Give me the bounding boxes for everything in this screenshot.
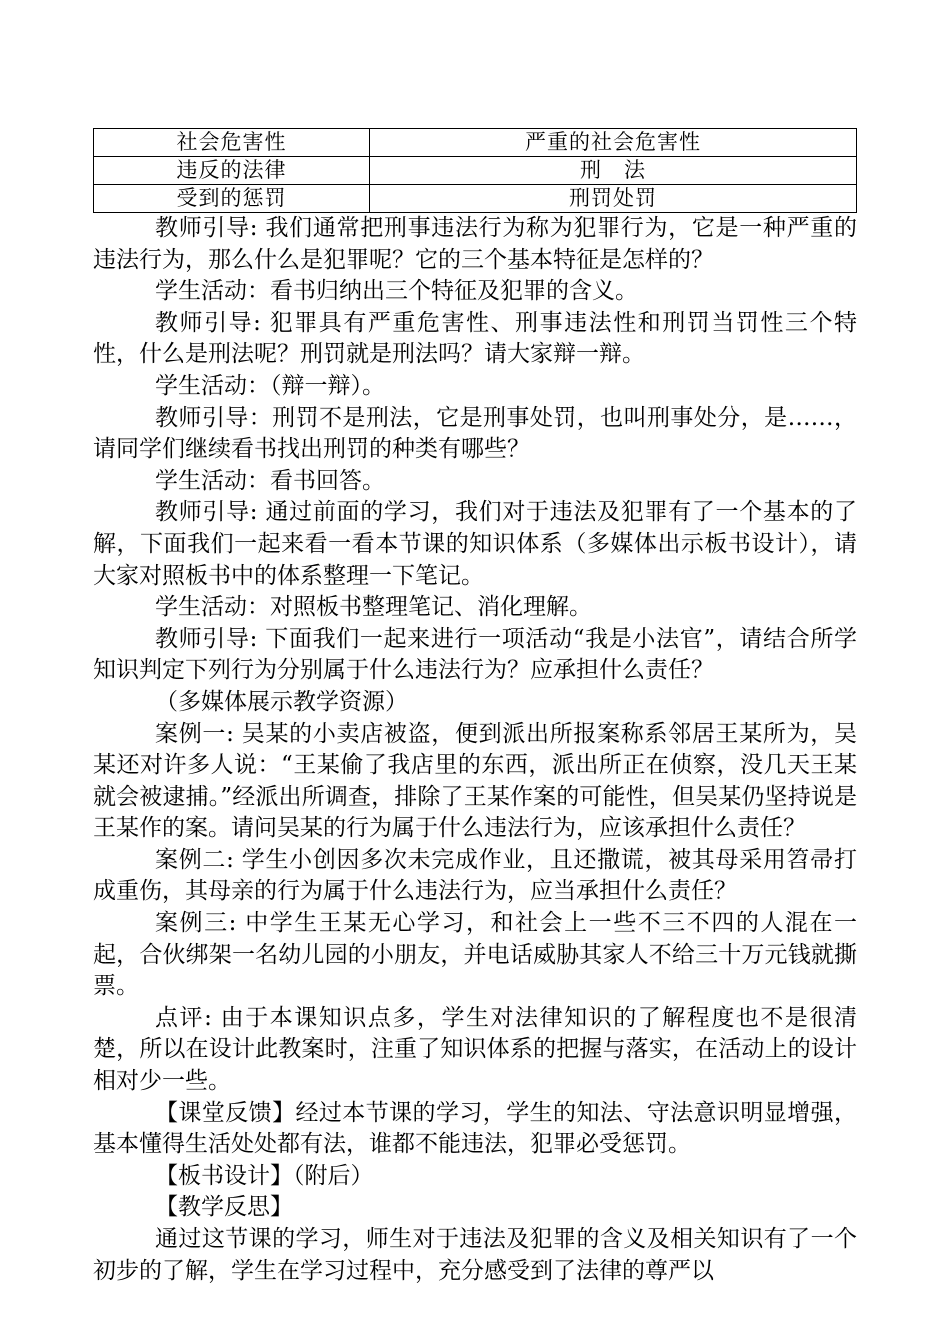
paragraph-case-1: 案例一: 吴某的小卖店被盗，便到派出所报案称系邻居王某所为，吴某还对许多人说：“王某偷了我店里的东西，派出所正在侦察，没几天王某就会被逮捕。”经派出所调查，排除了王某作案的可能性，但吴某仍坚持说是王某作的案。请问吴某的行为属于什么违法行为，应该承担什么责任？	[93, 720, 857, 842]
body-text	[93, 213, 857, 1287]
table-cell: 刑罚处罚	[370, 185, 857, 213]
paragraph-teaching-reflection-heading: 【教学反思】	[155, 1194, 293, 1221]
paragraph-case-3: 案例三: 中学生王某无心学习，和社会上一些不三不四的人混在一起，合伙绑架一名幼儿园的小朋友，并电话威胁其家人不给三十万元钱就撕票。	[93, 910, 857, 1000]
table-cell: 违反的法律	[94, 157, 370, 185]
paragraph-class-feedback: 【课堂反馈】经过本节课的学习，学生的知法、守法意识明显增强，基本懂得生活处处都有法，谁都不能违法，犯罪必受惩罚。	[93, 1099, 857, 1158]
paragraph-teacher-guide-4: 教师引导: 通过前面的学习，我们对于违法及犯罪有了一个基本的了解，下面我们一起来看一看本节课的知识体系（多媒体出示板书设计），请大家对照板书中的体系整理一下笔记。	[93, 499, 857, 589]
paragraph-student-activity-1: 学生活动：看书归纳出三个特征及犯罪的含义。	[155, 278, 638, 305]
paragraph-teacher-guide-2: 教师引导: 犯罪具有严重危害性、刑事违法性和刑罚当罚性三个特性，什么是刑法呢？刑罚就是刑法吗？请大家辩一辩。	[93, 309, 857, 368]
paragraph-teaching-reflection: 通过这节课的学习，师生对于违法及犯罪的含义及相关知识有了一个初步的了解，学生在学习过程中，充分感受到了法律的尊严以	[93, 1226, 857, 1284]
table-row	[94, 185, 857, 213]
paragraph-board-design: 【板书设计】（附后）	[155, 1162, 374, 1189]
table-cell: 严重的社会危害性	[370, 129, 857, 157]
table-row	[94, 157, 857, 185]
table-cell: 刑 法	[370, 157, 857, 185]
paragraph-teacher-guide-5: 教师引导: 下面我们一起来进行一项活动“我是小法官”，请结合所学知识判定下列行为分别属于什么违法行为？应承担什么责任？	[93, 625, 857, 684]
paragraph-multimedia-note: （多媒体展示教学资源）	[155, 688, 408, 715]
table-cell: 社会危害性	[94, 129, 370, 157]
paragraph-student-activity-4: 学生活动：对照板书整理笔记、消化理解。	[155, 594, 592, 621]
paragraph-teacher-guide-3: 教师引导：刑罚不是刑法，它是刑事处罚，也叫刑事处分，是……，请同学们继续看书找出刑罚的种类有哪些？	[93, 404, 857, 463]
paragraph-student-activity-3: 学生活动：看书回答。	[155, 467, 385, 494]
paragraph-teacher-guide-1: 教师引导: 我们通常把刑事违法行为称为犯罪行为，它是一种严重的违法行为，那么什么是犯罪呢？它的三个基本特征是怎样的？	[93, 215, 857, 273]
table-cell: 受到的惩罚	[94, 185, 370, 213]
paragraph-case-2: 案例二: 学生小创因多次未完成作业，且还撒谎，被其母采用笤帚打成重伤，其母亲的行为属于什么违法行为，应当承担什么责任？	[93, 846, 857, 905]
paragraph-commentary: 点评: 由于本课知识点多，学生对法律知识的了解程度也不是很清楚，所以在设计此教案时，注重了知识体系的把握与落实，在活动上的设计相对少一些。	[93, 1004, 857, 1095]
table-row	[94, 129, 857, 157]
paragraph-student-activity-2: 学生活动：（辩一辩）。	[155, 372, 385, 399]
document-page	[93, 128, 857, 1287]
summary-table	[93, 128, 857, 213]
